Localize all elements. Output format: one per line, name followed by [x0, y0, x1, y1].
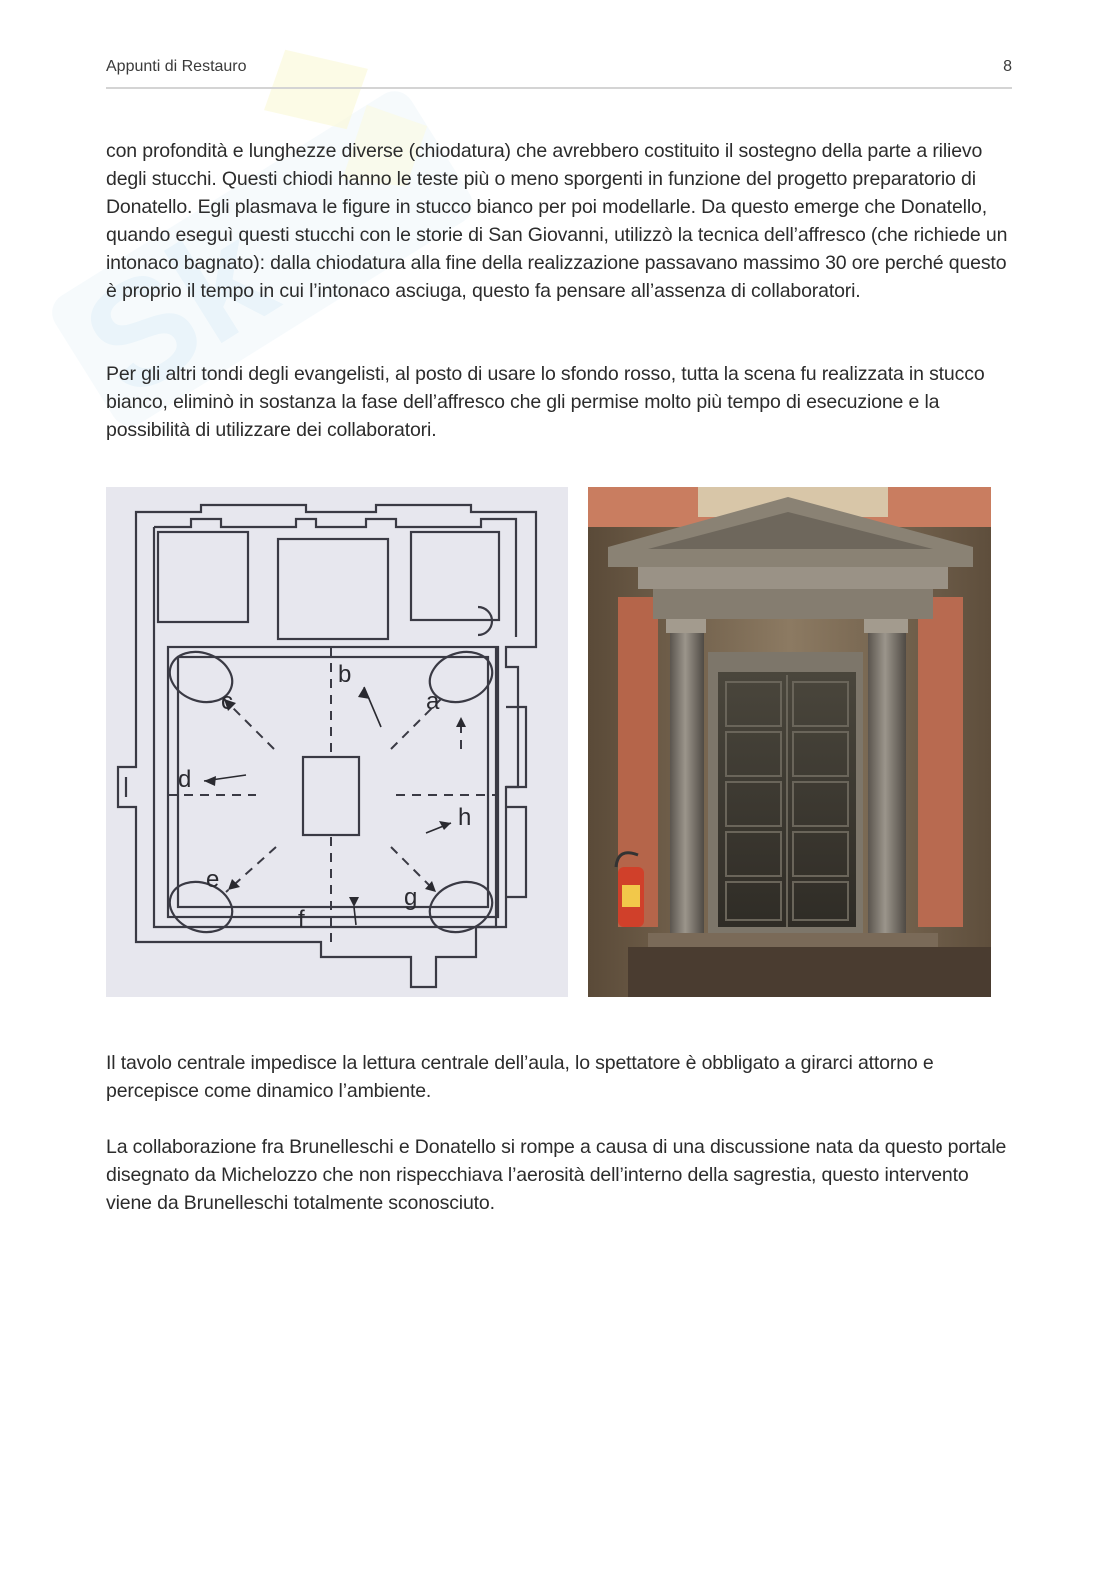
plan-label-g: g [404, 884, 418, 911]
page-number: 8 [1003, 58, 1012, 75]
paragraph-collaborazione: La collaborazione fra Brunelleschi e Donatello si rompe a causa di una discussione nata da questo portale disegnato da Michelozzo che non rispecchiava l’aerosità dell’interno della sagrestia, questo intervento viene da Brunelleschi totalmente sconosciuto. [106, 1136, 1007, 1214]
plan-label-b: b [338, 661, 352, 688]
header-divider [106, 87, 1012, 89]
paragraph-tavolo-centrale: Il tavolo centrale impedisce la lettura centrale dell’aula, lo spettatore è obbligato a girarci attorno e percepisce come dinamico l’ambiente. [106, 1052, 934, 1102]
plan-label-h: h [458, 804, 472, 831]
plan-label-f: f [298, 906, 305, 933]
paragraph-chiodatura: con profondità e lunghezze diverse (chiodatura) che avrebbero costituito il sostegno della parte a rilievo degli stucchi. Questi chiodi hanno le teste più o meno sporgenti in funzione del progetto preparatorio di Donatello. Egli plasmava le figure in stucco bianco per poi modellarle. Da questo emerge che Donatello, quando eseguì questi stucchi con le storie di San Giovanni, utilizzò la tecnica dell’affresco (che richiede un intonaco bagnato): dalla chiodatura alla fine della realizzazione passavano massimo 30 ore perché questo è proprio il tempo in cui l’intonaco asciuga, questo fa pensare all’assenza di collaboratori. [106, 140, 1008, 302]
document-title: Appunti di Restauro [106, 58, 247, 75]
plan-label-c: c [221, 688, 233, 715]
paragraph-evangelisti: Per gli altri tondi degli evangelisti, al posto di usare lo sfondo rosso, tutta la scena fu realizzata in stucco bianco, eliminò in sostanza la fase dell’affresco che gli permise molto più tempo di esecuzione e la possibilità di utilizzare dei collaboratori. [106, 363, 985, 441]
plan-label-d: d [178, 766, 192, 793]
floor-plan-image [106, 487, 568, 997]
svg-text:Sk: Sk [55, 189, 301, 429]
plan-label-e: e [206, 866, 220, 893]
portal-photo [588, 487, 991, 997]
page-header [106, 58, 1012, 76]
plan-label-a: a [426, 688, 440, 715]
